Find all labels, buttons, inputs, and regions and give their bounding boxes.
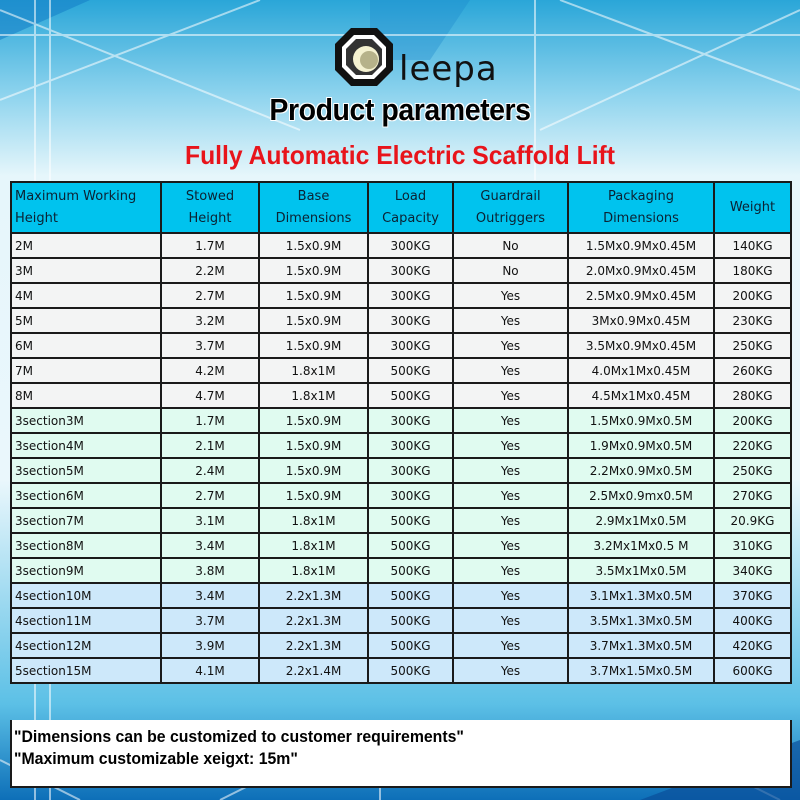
column-header-stowed-height: Stowed Height xyxy=(161,182,259,233)
cell-guardrail-outriggers: Yes xyxy=(453,458,568,483)
cell-weight: 20.9KG xyxy=(714,508,791,533)
cell-base-dimensions: 2.2x1.4M xyxy=(259,658,368,683)
cell-guardrail-outriggers: Yes xyxy=(453,658,568,683)
cell-load-capacity: 300KG xyxy=(368,333,453,358)
cell-packaging-dimensions: 3.7Mx1.3Mx0.5M xyxy=(568,633,714,658)
cell-load-capacity: 300KG xyxy=(368,258,453,283)
cell-weight: 250KG xyxy=(714,458,791,483)
cell-weight: 420KG xyxy=(714,633,791,658)
cell-base-dimensions: 1.5x0.9M xyxy=(259,408,368,433)
cell-max-working-height: 3M xyxy=(11,258,161,283)
cell-packaging-dimensions: 3.5Mx1.3Mx0.5M xyxy=(568,608,714,633)
brand-name: leepa xyxy=(399,49,498,89)
cell-load-capacity: 500KG xyxy=(368,358,453,383)
cell-weight: 270KG xyxy=(714,483,791,508)
cell-base-dimensions: 2.2x1.3M xyxy=(259,633,368,658)
cell-load-capacity: 300KG xyxy=(368,308,453,333)
cell-packaging-dimensions: 3.5Mx1Mx0.5M xyxy=(568,558,714,583)
cell-weight: 180KG xyxy=(714,258,791,283)
cell-packaging-dimensions: 2.2Mx0.9Mx0.5M xyxy=(568,458,714,483)
cell-max-working-height: 5section15M xyxy=(11,658,161,683)
cell-base-dimensions: 1.8x1M xyxy=(259,558,368,583)
cell-packaging-dimensions: 4.0Mx1Mx0.45M xyxy=(568,358,714,383)
cell-base-dimensions: 1.5x0.9M xyxy=(259,258,368,283)
cell-stowed-height: 1.7M xyxy=(161,408,259,433)
cell-packaging-dimensions: 3Mx0.9Mx0.45M xyxy=(568,308,714,333)
cell-base-dimensions: 1.5x0.9M xyxy=(259,483,368,508)
cell-stowed-height: 4.2M xyxy=(161,358,259,383)
cell-base-dimensions: 1.8x1M xyxy=(259,358,368,383)
brand-logo xyxy=(333,26,498,89)
cell-stowed-height: 2.2M xyxy=(161,258,259,283)
cell-stowed-height: 3.4M xyxy=(161,533,259,558)
cell-base-dimensions: 1.5x0.9M xyxy=(259,458,368,483)
cell-packaging-dimensions: 3.2Mx1Mx0.5 M xyxy=(568,533,714,558)
cell-load-capacity: 300KG xyxy=(368,483,453,508)
cell-guardrail-outriggers: Yes xyxy=(453,333,568,358)
cell-weight: 370KG xyxy=(714,583,791,608)
cell-guardrail-outriggers: Yes xyxy=(453,633,568,658)
cell-load-capacity: 300KG xyxy=(368,408,453,433)
cell-guardrail-outriggers: Yes xyxy=(453,533,568,558)
cell-max-working-height: 2M xyxy=(11,233,161,258)
cell-weight: 340KG xyxy=(714,558,791,583)
cell-packaging-dimensions: 1.5Mx0.9Mx0.45M xyxy=(568,233,714,258)
cell-max-working-height: 3section7M xyxy=(11,508,161,533)
table-row xyxy=(11,658,791,683)
cell-weight: 600KG xyxy=(714,658,791,683)
table-row xyxy=(11,333,791,358)
cell-stowed-height: 2.4M xyxy=(161,458,259,483)
cell-stowed-height: 4.1M xyxy=(161,658,259,683)
table-row xyxy=(11,483,791,508)
cell-guardrail-outriggers: Yes xyxy=(453,583,568,608)
cell-packaging-dimensions: 2.9Mx1Mx0.5M xyxy=(568,508,714,533)
column-header-weight: Weight xyxy=(714,182,791,233)
table-row xyxy=(11,283,791,308)
column-header-max-working-height: Maximum Working Height xyxy=(11,182,161,233)
cell-max-working-height: 3section3M xyxy=(11,408,161,433)
cell-packaging-dimensions: 2.5Mx0.9Mx0.45M xyxy=(568,283,714,308)
cell-stowed-height: 3.7M xyxy=(161,608,259,633)
cell-stowed-height: 4.7M xyxy=(161,383,259,408)
cell-packaging-dimensions: 3.7Mx1.5Mx0.5M xyxy=(568,658,714,683)
cell-base-dimensions: 1.5x0.9M xyxy=(259,233,368,258)
cell-guardrail-outriggers: Yes xyxy=(453,408,568,433)
cell-base-dimensions: 1.8x1M xyxy=(259,508,368,533)
cell-max-working-height: 3section5M xyxy=(11,458,161,483)
cell-base-dimensions: 2.2x1.3M xyxy=(259,608,368,633)
cell-stowed-height: 1.7M xyxy=(161,233,259,258)
column-header-load-capacity: Load Capacity xyxy=(368,182,453,233)
cell-guardrail-outriggers: Yes xyxy=(453,608,568,633)
cell-load-capacity: 500KG xyxy=(368,608,453,633)
cell-load-capacity: 300KG xyxy=(368,458,453,483)
table-row xyxy=(11,433,791,458)
cell-stowed-height: 3.7M xyxy=(161,333,259,358)
table-row xyxy=(11,258,791,283)
cell-load-capacity: 500KG xyxy=(368,583,453,608)
cell-max-working-height: 4section11M xyxy=(11,608,161,633)
cell-stowed-height: 2.1M xyxy=(161,433,259,458)
product-parameters-table xyxy=(10,181,792,684)
page-title: Product parameters xyxy=(269,92,531,127)
cell-packaging-dimensions: 2.0Mx0.9Mx0.45M xyxy=(568,258,714,283)
cell-weight: 260KG xyxy=(714,358,791,383)
column-header-guardrail-outriggers: Guardrail Outriggers xyxy=(453,182,568,233)
cell-weight: 310KG xyxy=(714,533,791,558)
cell-guardrail-outriggers: Yes xyxy=(453,283,568,308)
cell-weight: 280KG xyxy=(714,383,791,408)
table-row xyxy=(11,383,791,408)
cell-load-capacity: 500KG xyxy=(368,533,453,558)
table-row xyxy=(11,633,791,658)
cell-max-working-height: 4section12M xyxy=(11,633,161,658)
cell-weight: 200KG xyxy=(714,283,791,308)
cell-base-dimensions: 1.8x1M xyxy=(259,533,368,558)
cell-stowed-height: 2.7M xyxy=(161,283,259,308)
cell-packaging-dimensions: 1.9Mx0.9Mx0.5M xyxy=(568,433,714,458)
cell-stowed-height: 3.9M xyxy=(161,633,259,658)
cell-stowed-height: 3.2M xyxy=(161,308,259,333)
cell-guardrail-outriggers: No xyxy=(453,233,568,258)
cell-max-working-height: 3section4M xyxy=(11,433,161,458)
table-row xyxy=(11,558,791,583)
cell-max-working-height: 6M xyxy=(11,333,161,358)
cell-packaging-dimensions: 1.5Mx0.9Mx0.5M xyxy=(568,408,714,433)
cell-max-working-height: 3section8M xyxy=(11,533,161,558)
cell-weight: 230KG xyxy=(714,308,791,333)
table-row xyxy=(11,358,791,383)
table-row xyxy=(11,608,791,633)
cell-base-dimensions: 1.5x0.9M xyxy=(259,308,368,333)
cell-guardrail-outriggers: No xyxy=(453,258,568,283)
cell-max-working-height: 3section6M xyxy=(11,483,161,508)
cell-load-capacity: 500KG xyxy=(368,383,453,408)
cell-guardrail-outriggers: Yes xyxy=(453,383,568,408)
cell-guardrail-outriggers: Yes xyxy=(453,483,568,508)
cell-weight: 250KG xyxy=(714,333,791,358)
cell-guardrail-outriggers: Yes xyxy=(453,308,568,333)
table-row xyxy=(11,583,791,608)
cell-stowed-height: 2.7M xyxy=(161,483,259,508)
cell-load-capacity: 500KG xyxy=(368,508,453,533)
cell-load-capacity: 300KG xyxy=(368,433,453,458)
table-header-row xyxy=(11,182,791,233)
cell-stowed-height: 3.1M xyxy=(161,508,259,533)
cell-base-dimensions: 1.5x0.9M xyxy=(259,283,368,308)
cell-max-working-height: 3section9M xyxy=(11,558,161,583)
cell-packaging-dimensions: 2.5Mx0.9mx0.5M xyxy=(568,483,714,508)
cell-weight: 140KG xyxy=(714,233,791,258)
cell-packaging-dimensions: 3.5Mx0.9Mx0.45M xyxy=(568,333,714,358)
cell-guardrail-outriggers: Yes xyxy=(453,433,568,458)
customization-notes xyxy=(10,720,792,788)
hexagon-lens-icon xyxy=(333,26,395,88)
cell-max-working-height: 4M xyxy=(11,283,161,308)
cell-guardrail-outriggers: Yes xyxy=(453,508,568,533)
cell-base-dimensions: 1.5x0.9M xyxy=(259,433,368,458)
cell-max-working-height: 7M xyxy=(11,358,161,383)
cell-base-dimensions: 2.2x1.3M xyxy=(259,583,368,608)
note-line-dimensions: "Dimensions can be customized to customer requirements" xyxy=(14,727,464,746)
cell-max-working-height: 8M xyxy=(11,383,161,408)
cell-load-capacity: 300KG xyxy=(368,233,453,258)
page-subtitle: Fully Automatic Electric Scaffold Lift xyxy=(184,140,616,170)
table-row xyxy=(11,458,791,483)
cell-base-dimensions: 1.8x1M xyxy=(259,383,368,408)
column-header-base-dimensions: Base Dimensions xyxy=(259,182,368,233)
cell-base-dimensions: 1.5x0.9M xyxy=(259,333,368,358)
table-row xyxy=(11,233,791,258)
table-row xyxy=(11,308,791,333)
cell-load-capacity: 500KG xyxy=(368,558,453,583)
table-row xyxy=(11,533,791,558)
column-header-packaging-dimensions: Packaging Dimensions xyxy=(568,182,714,233)
cell-weight: 400KG xyxy=(714,608,791,633)
table-row xyxy=(11,508,791,533)
cell-load-capacity: 500KG xyxy=(368,658,453,683)
cell-guardrail-outriggers: Yes xyxy=(453,558,568,583)
note-line-max-height: "Maximum customizable xeigxt: 15m" xyxy=(14,749,298,768)
cell-load-capacity: 500KG xyxy=(368,633,453,658)
cell-packaging-dimensions: 4.5Mx1Mx0.45M xyxy=(568,383,714,408)
cell-weight: 200KG xyxy=(714,408,791,433)
cell-stowed-height: 3.8M xyxy=(161,558,259,583)
cell-packaging-dimensions: 3.1Mx1.3Mx0.5M xyxy=(568,583,714,608)
cell-weight: 220KG xyxy=(714,433,791,458)
cell-max-working-height: 4section10M xyxy=(11,583,161,608)
cell-guardrail-outriggers: Yes xyxy=(453,358,568,383)
cell-max-working-height: 5M xyxy=(11,308,161,333)
table-row xyxy=(11,408,791,433)
cell-load-capacity: 300KG xyxy=(368,283,453,308)
cell-stowed-height: 3.4M xyxy=(161,583,259,608)
